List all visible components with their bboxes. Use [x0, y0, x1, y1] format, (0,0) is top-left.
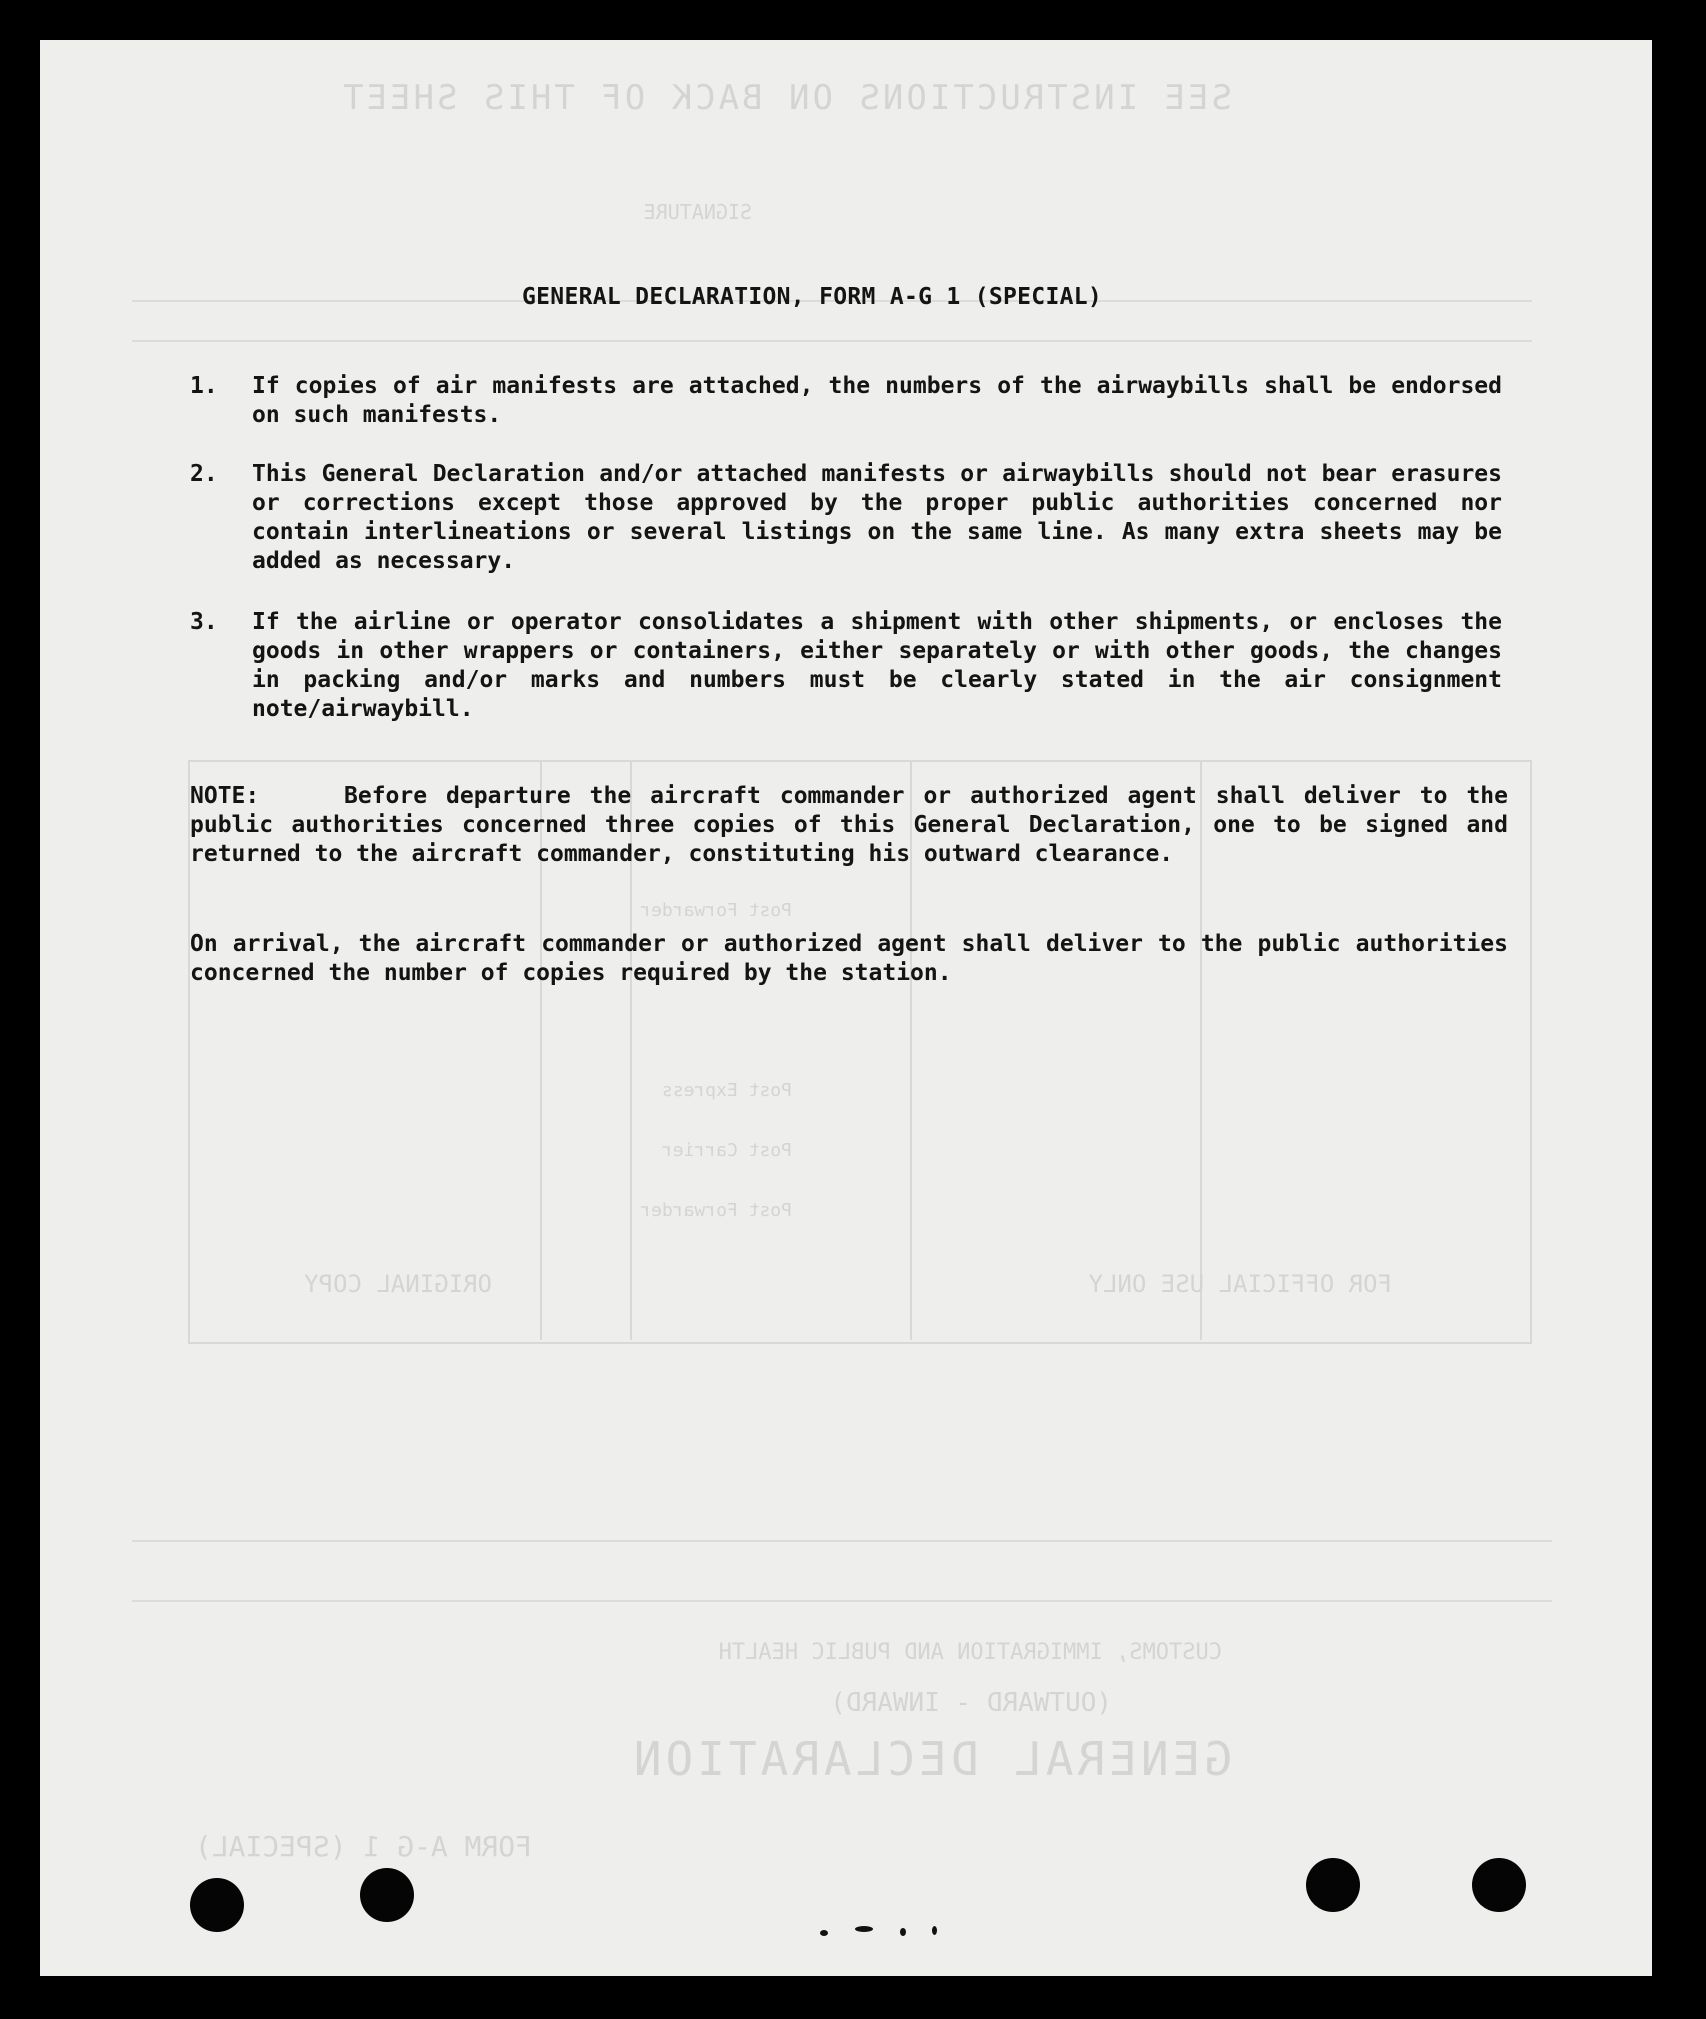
item-text: This General Declaration and/or attached manifests or airwaybills should not bear erasures or corrections except those approved by the proper public authorities concerned nor contain interlineations or several listings on the same line. As many extra sheets may be added as necessary. — [252, 461, 1502, 574]
note-text: Before departure the aircraft commander or authorized agent shall deliver to the public authorities concerned three copies of this General Declaration, one to be signed and returned to the aircraft commander, constituting his outward clearance. — [190, 783, 1508, 867]
item-number: 1. — [190, 373, 218, 399]
item-number: 2. — [190, 461, 218, 487]
ghost-agency: CUSTOMS, IMMIGRATION AND PUBLIC HEALTH — [718, 1640, 1222, 1665]
ghost-signature: SIGNATURE — [643, 200, 752, 224]
note-label: NOTE: — [190, 783, 260, 809]
item-text: If copies of air manifests are attached, the numbers of the airwaybills shall be endorsed on such manifests. — [252, 373, 1502, 428]
bleed-through-layer — [40, 40, 1652, 1976]
ghost-rule — [132, 340, 1532, 342]
ghost-form-code: FORM A-G 1 (SPECIAL) — [194, 1830, 532, 1863]
document-page — [40, 40, 1652, 1976]
speck — [900, 1928, 906, 1936]
ghost-table-label: Post Forwarder — [640, 900, 792, 921]
speck — [820, 1930, 828, 1936]
ghost-table-label: ORIGINAL COPY — [304, 1270, 492, 1298]
ghost-table-label: FOR OFFICIAL USE ONLY — [1088, 1270, 1392, 1298]
speck — [932, 1926, 937, 1935]
item-number: 3. — [190, 609, 218, 635]
ghost-table-label: Post Forwarder — [640, 1200, 792, 1221]
arrival-text: On arrival, the aircraft commander or authorized agent shall deliver to the public authorities concerned the number of copies required by the station. — [190, 931, 1508, 986]
ghost-form-title: GENERAL DECLARATION — [629, 1732, 1232, 1786]
ghost-subtitle: (OUTWARD - INWARD) — [830, 1688, 1112, 1718]
ghost-top-heading: SEE INSTRUCTIONS ON BACK OF THIS SHEET — [340, 78, 1232, 118]
ghost-table-label: Post Carrier — [661, 1140, 792, 1161]
punch-hole — [360, 1868, 414, 1922]
punch-hole — [190, 1878, 244, 1932]
ghost-rule — [132, 1540, 1552, 1542]
ghost-rule — [132, 1600, 1552, 1602]
speck — [855, 1926, 873, 1932]
item-text: If the airline or operator consolidates a shipment with other shipments, or encloses the goods in other wrappers or containers, either separately or with other goods, the changes in packing and/or marks and numbers must be clearly stated in the air consignment note/airwaybill. — [252, 609, 1502, 722]
document-title: GENERAL DECLARATION, FORM A-G 1 (SPECIAL) — [522, 284, 1103, 310]
ghost-table-label: Post Express — [661, 1080, 792, 1101]
punch-hole — [1472, 1858, 1526, 1912]
punch-hole — [1306, 1858, 1360, 1912]
